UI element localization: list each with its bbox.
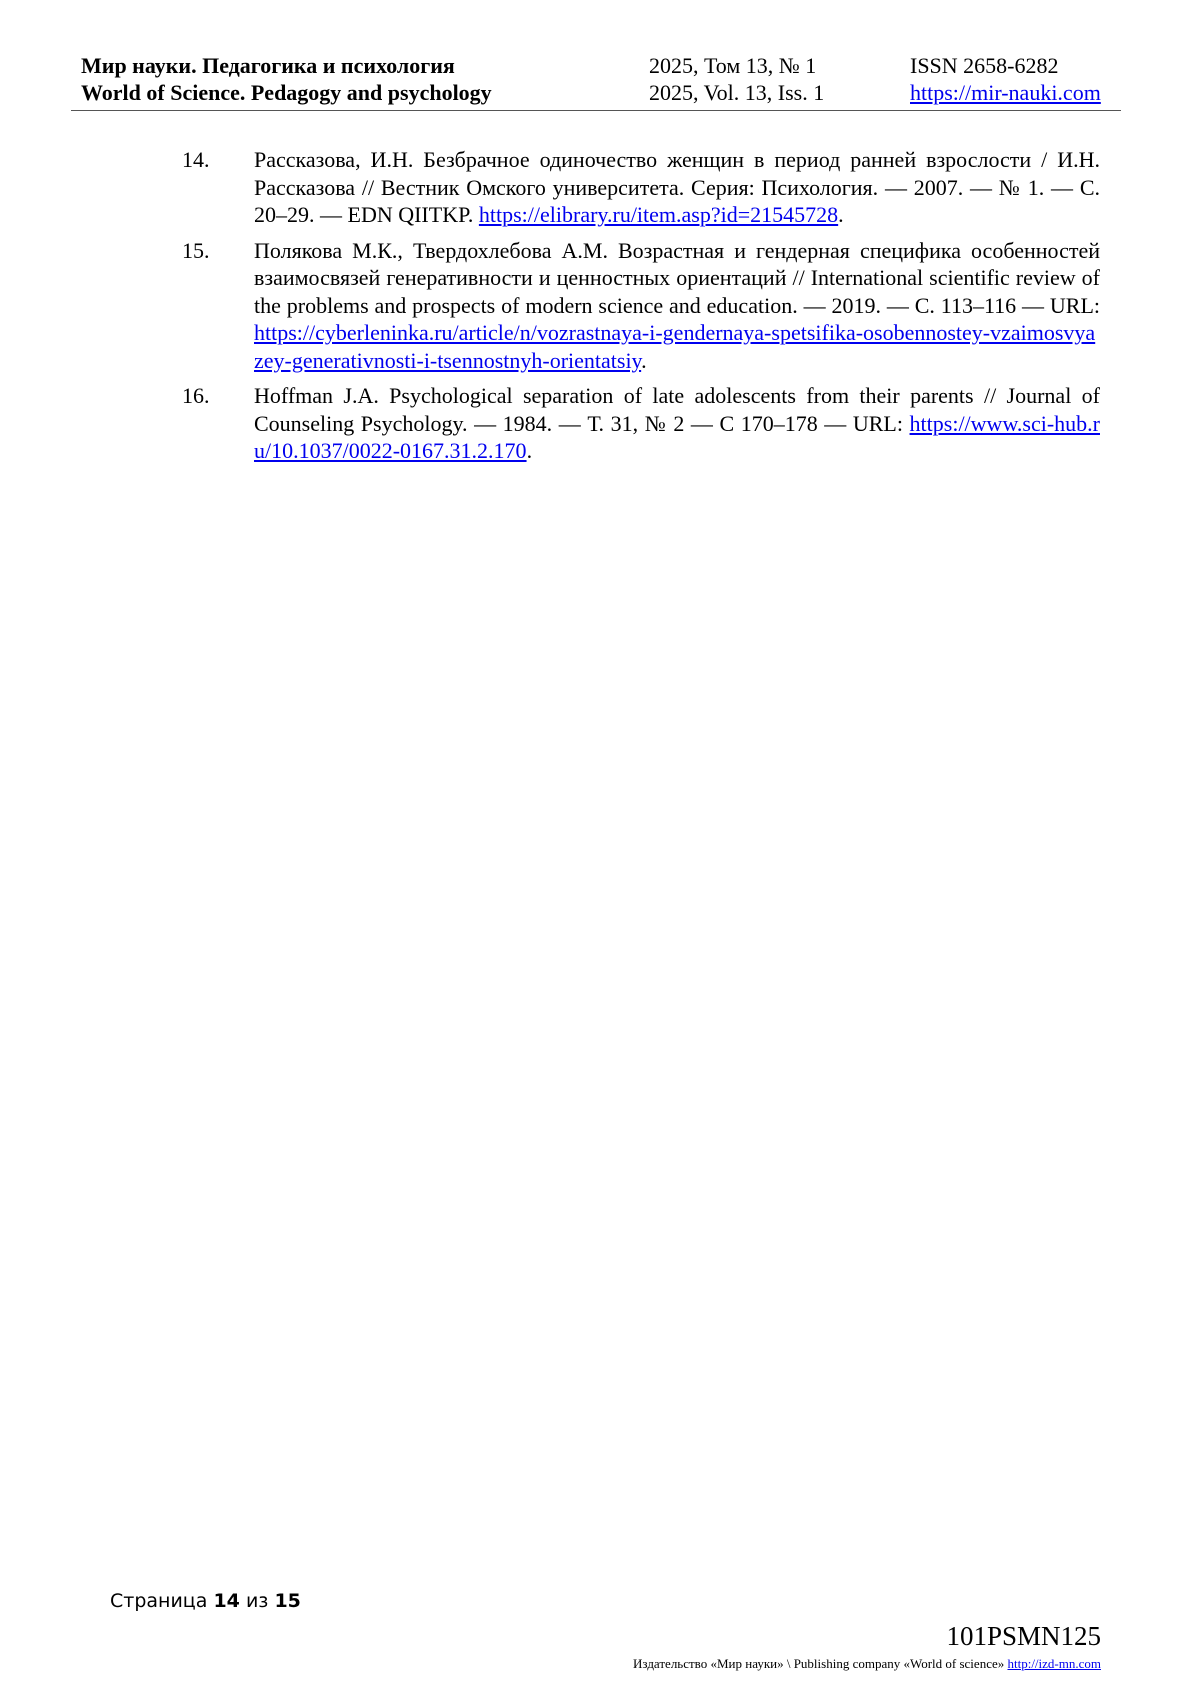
issue-ru: 2025, Том 13, № 1 — [649, 53, 817, 78]
reference-link[interactable]: https://www.sci-hub.ru/10.1037/0022-0167.31.2.170 — [254, 410, 1100, 463]
page-label: Страница — [110, 1590, 208, 1612]
page-counter — [110, 1590, 301, 1612]
issue-en: 2025, Vol. 13, Iss. 1 — [649, 80, 825, 105]
page-current: 14 — [213, 1590, 240, 1612]
running-header — [71, 52, 1121, 111]
page-total: 15 — [274, 1590, 301, 1612]
reference-text: Полякова М.К., Твердохлебова А.М. Возрастная и гендерная специфика особенностей взаимосвязей генеративности и ценностных ориентаций // International scientific review of the problems and prospects of modern science and education. — 2019. — С. 113–116 — URL: — [254, 237, 1100, 318]
reference-tail: . — [641, 347, 647, 373]
article-code: 101PSMN125 — [946, 1621, 1101, 1651]
publisher-text: Издательство «Мир науки» \ Publishing company «World of science» — [633, 1656, 1008, 1671]
reference-text: Рассказова, И.Н. Безбрачное одиночество женщин в период ранней взрослости / И.Н. Рассказова // Вестник Омского университета. Серия: Психология. — 2007. — № 1. — С. 20–29. — EDN QIITKP. — [254, 147, 1100, 227]
journal-title-ru: Мир науки. Педагогика и психология — [81, 53, 455, 78]
reference-text: Hoffman J.A. Psychological separation of late adolescents from their parents // Journal of Counseling Psychology. — 1984. — Т. 31, № 2 — С 170–178 — URL: — [254, 383, 1100, 436]
issn: ISSN 2658-6282 — [910, 53, 1059, 78]
reference-body — [254, 382, 1100, 465]
reference-number: 15. — [182, 237, 210, 263]
journal-title-en: World of Science. Pedagogy and psychology — [81, 80, 492, 105]
reference-item — [182, 237, 1100, 375]
reference-item — [182, 382, 1100, 465]
reference-number: 14. — [182, 147, 210, 172]
publisher-link[interactable]: http://izd-mn.com — [1007, 1656, 1101, 1671]
reference-body — [254, 237, 1100, 375]
reference-tail: . — [838, 202, 844, 227]
reference-link[interactable]: https://elibrary.ru/item.asp?id=21545728 — [478, 202, 839, 227]
reference-item — [182, 146, 1100, 229]
reference-link[interactable]: https://cyberleninka.ru/article/n/vozrastnaya-i-gendernaya-spetsifika-osobennostey-vzaimosvyazey-generativnosti-i-tsennostnyh-orientatsiy — [254, 320, 1096, 373]
page-of-label: из — [245, 1590, 269, 1612]
reference-body — [254, 146, 1100, 229]
journal-site-link[interactable]: https://mir-nauki.com — [910, 80, 1101, 105]
reference-list — [182, 146, 1100, 473]
reference-tail: . — [526, 438, 533, 463]
reference-number: 16. — [182, 383, 210, 408]
publisher-line — [633, 1656, 1101, 1672]
